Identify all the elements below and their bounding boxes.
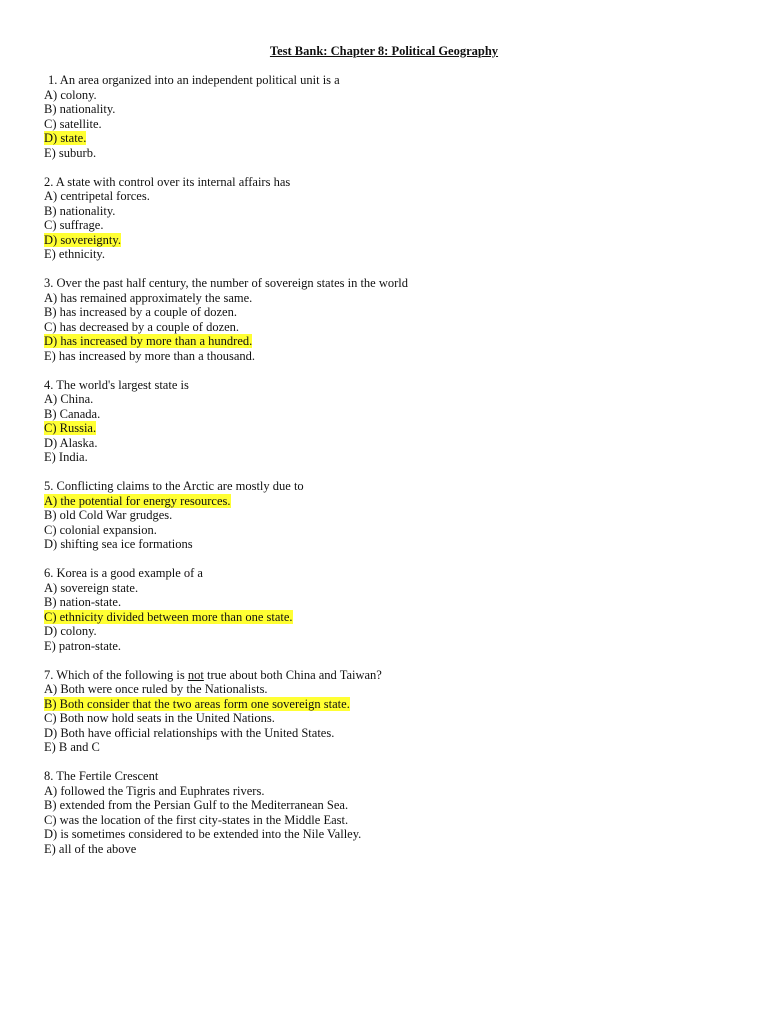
question-stem: 8. The Fertile Crescent	[44, 769, 159, 783]
answer-option: B) nationality.	[44, 102, 116, 116]
answer-option: B) nationality.	[44, 203, 116, 218]
answer-option: A) China.	[44, 392, 94, 406]
answer-option: E) suburb.	[44, 145, 97, 160]
answer-option: D) Both have official relationships with the United States.	[44, 725, 335, 740]
question-stem: 6. Korea is a good example of a	[44, 566, 203, 580]
answer-option: E) ethnicity.	[44, 247, 105, 261]
question-stem: 5. Conflicting claims to the Arctic are mostly due to	[44, 479, 304, 493]
answer-option: C) suffrage.	[44, 218, 104, 232]
answer-option: D) is sometimes considered to be extended into the Nile Valley.	[44, 827, 362, 841]
answer-option: A) centripetal forces.	[44, 189, 150, 203]
answer-option: B) has increased by a couple of dozen.	[44, 305, 237, 319]
question-4	[44, 378, 744, 465]
question-stem: 3. Over the past half century, the number of sovereign states in the world	[44, 276, 409, 290]
question-stem: 1. An area organized into an independent political unit is a	[48, 73, 340, 87]
answer-option: A) Both were once ruled by the Nationalists.	[44, 682, 268, 696]
highlighted-answer-option: D) sovereignty.	[44, 232, 121, 247]
answer-option: E) B and C	[44, 740, 100, 754]
question-8	[44, 769, 744, 856]
question-7	[44, 668, 744, 755]
answer-option: A) followed the Tigris and Euphrates rivers.	[44, 783, 265, 798]
question-5	[44, 479, 744, 552]
answer-option: B) extended from the Persian Gulf to the Mediterranean Sea.	[44, 798, 349, 812]
answer-option: B) old Cold War grudges.	[44, 508, 173, 522]
answer-option: A) colony.	[44, 87, 97, 102]
answer-option: E) has increased by more than a thousand.	[44, 348, 256, 363]
answer-option: E) all of the above	[44, 841, 137, 856]
question-stem: 4. The world's largest state is	[44, 377, 189, 392]
answer-option: D) colony.	[44, 624, 97, 638]
question-1	[44, 73, 744, 160]
answer-option: B) nation-state.	[44, 595, 122, 609]
answer-option: C) was the location of the first city-states in the Middle East.	[44, 812, 349, 827]
highlighted-answer-option: D) has increased by more than a hundred.	[44, 334, 253, 348]
question-list	[44, 73, 744, 871]
question-stem	[44, 668, 744, 683]
document-title	[0, 43, 768, 59]
answer-option: E) patron-state.	[44, 638, 122, 653]
highlighted-answer-option: D) state.	[44, 131, 87, 145]
answer-option: D) Alaska.	[44, 435, 98, 450]
highlighted-answer-option: C) ethnicity divided between more than one state.	[44, 609, 293, 624]
answer-option: A) sovereign state.	[44, 580, 139, 595]
underlined-word: not	[187, 667, 204, 682]
question-stem: 2. A state with control over its internal affairs has	[44, 174, 291, 189]
answer-option: E) India.	[44, 450, 88, 464]
highlighted-answer-option: C) Russia.	[44, 421, 97, 435]
answer-option: C) Both now hold seats in the United Nations.	[44, 711, 275, 725]
question-stem-start: 7. Which of the following is	[44, 667, 188, 682]
answer-option: C) has decreased by a couple of dozen.	[44, 319, 240, 334]
highlighted-answer-option: B) Both consider that the two areas form one sovereign state.	[44, 696, 350, 711]
document-title-text: Test Bank: Chapter 8: Political Geography	[269, 44, 499, 58]
question-2	[44, 175, 744, 262]
answer-option: B) Canada.	[44, 406, 101, 421]
answer-option: C) colonial expansion.	[44, 522, 157, 537]
question-3	[44, 276, 744, 363]
question-stem-end: true about both China and Taiwan?	[203, 667, 382, 682]
answer-option: A) has remained approximately the same.	[44, 290, 253, 305]
question-6	[44, 566, 744, 653]
highlighted-answer-option: A) the potential for energy resources.	[44, 493, 231, 508]
answer-option: C) satellite.	[44, 116, 102, 131]
answer-option: D) shifting sea ice formations	[44, 537, 193, 551]
